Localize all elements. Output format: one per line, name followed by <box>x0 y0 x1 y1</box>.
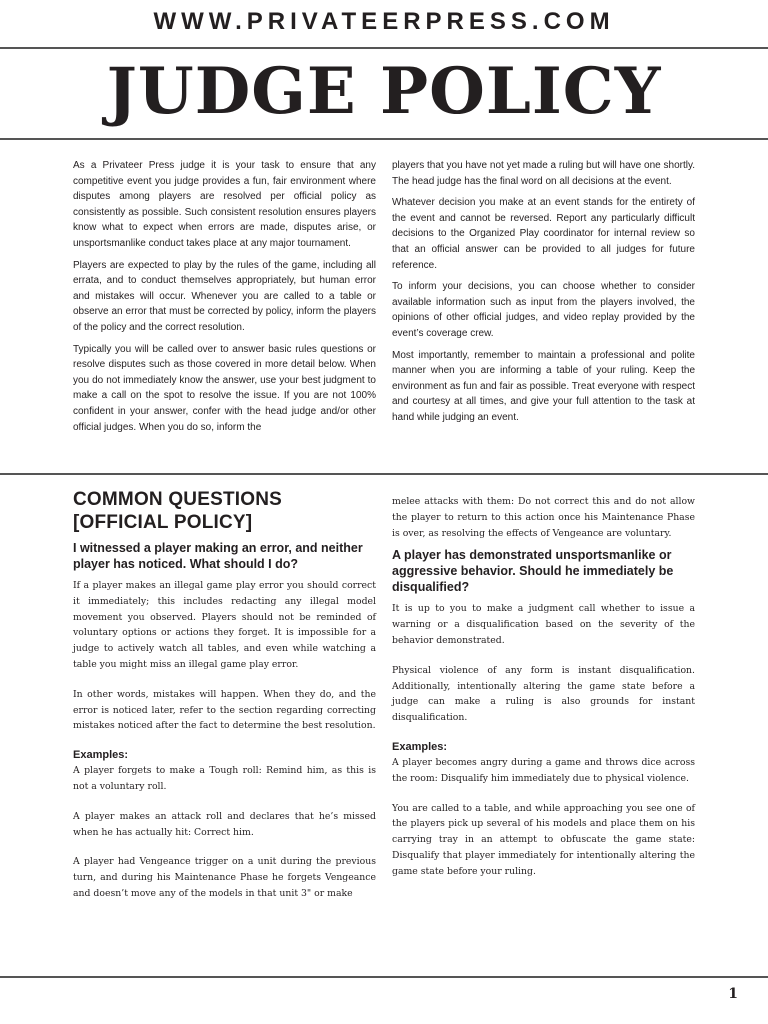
examples-label: Examples: <box>392 740 448 753</box>
intro-paragraph: To inform your decisions, you can choose whether to consider available information such as input from the players involved, the opinions of other official judges, and video replay provided by the event’s coverage crew. <box>392 281 695 339</box>
intro-paragraph: players that you have not yet made a ruling but will have one shortly. The head judge has the final word on all decisions at the event. <box>392 160 695 187</box>
answer-paragraph: It is up to you to make a judgment call whether to issue a warning or a disqualification based on the severity of the behavior demonstrated. <box>392 603 695 646</box>
answer-paragraph: If a player makes an illegal game play error you should correct it immediately; this includes redacting any illegal model movement you observed. Players should not be reminded of voluntary options or actions they forget. It is impossible for a judge to actively watch all tables, and even while watching a table you might miss an illegal game play error. <box>73 580 376 670</box>
examples-label: Examples: <box>73 749 129 762</box>
common-questions-left-column <box>73 488 376 916</box>
example-paragraph: A player had Vengeance trigger on a unit during the previous turn, and during his Maintenance Phase he forgets Vengeance and doesn’t move any of the models in that unit 3" or make <box>73 856 376 899</box>
example-paragraph: A player forgets to make a Tough roll: Remind him, as this is not a voluntary roll. <box>73 765 376 792</box>
example-paragraph: You are called to a table, and while approaching you see one of the players pick up several of his models and place them on his carrying tray in an attempt to obfuscate the game state: Disqualify that player immediately for intentionally altering the game state before your ruling. <box>392 802 695 877</box>
intro-paragraph: Whatever decision you make at an event stands for the entirety of the event and cannot be reversed. Report any particularly difficult decisions to the Organized Play coordinator for internal review so that an official answer can be provided to all judges for future reference. <box>392 197 695 271</box>
intro-right-column <box>392 158 695 432</box>
intro-paragraph: Players are expected to play by the rules of the game, including all errata, and to conduct themselves appropriately, but human error and mistakes will occur. Whenever you are called to a table or observe an error that must be corrected by policy, inform the players of the policy and the correct resolution. <box>73 259 376 333</box>
section-title-line: [OFFICIAL POLICY] <box>73 512 253 533</box>
page-title: JUDGE POLICY <box>106 54 662 129</box>
header-top-rule <box>0 47 768 49</box>
question-heading: I witnessed a player making an error, and neither player has noticed. What should I do? <box>73 541 363 571</box>
title-bottom-rule <box>0 138 768 140</box>
example-paragraph: A player becomes angry during a game and throws dice across the room: Disqualify him immediately due to physical violence. <box>392 756 695 784</box>
intro-left-column <box>73 158 376 441</box>
footer-rule <box>0 976 768 978</box>
question-heading: A player has demonstrated unsportsmanlike or aggressive behavior. Should he immediately be disqualified? <box>392 548 674 595</box>
section-title <box>73 488 376 534</box>
answer-paragraph: Physical violence of any form is instant disqualification. Additionally, intentionally altering the game state before a judge can make a ruling is also grounds for instant disqualification. <box>392 664 695 724</box>
section-title-line: COMMON QUESTIONS <box>73 489 283 510</box>
page-number: 1 <box>728 986 738 1002</box>
common-questions-right-column <box>392 494 695 894</box>
site-url: WWW.PRIVATEERPRESS.COM <box>153 8 615 35</box>
intro-paragraph: As a Privateer Press judge it is your task to ensure that any competitive event you judge provides a fun, fair environment where disputes among players are resolved per official policy as consistently as possible. Such consistent resolution ensures players know what to expect when errors are made, disputes arise, or unsportsmanlike conduct takes place at any major tournament. <box>73 160 376 249</box>
intro-paragraph: Typically you will be called over to answer basic rules questions or resolve disputes such as those covered in more detail below. When you do not immediately know the answer, use your best judgment to make a call on the spot to resolve the issue. If you are not 100% confident in your answer, confer with the head judge and/or other official judges. When you do so, inform the <box>73 343 376 433</box>
example-paragraph: A player makes an attack roll and declares that he’s missed when he has actually hit: Correct him. <box>73 810 376 838</box>
example-continuation: melee attacks with them: Do not correct this and do not allow the player to return to this action once his Maintenance Phase is over, as resolving the effects of Vengeance are voluntary. <box>392 496 695 539</box>
answer-paragraph: In other words, mistakes will happen. When they do, and the error is noticed later, refer to the section regarding correcting mistakes noticed after the fact to determine the best resolution. <box>73 688 376 732</box>
section-divider-rule <box>0 473 768 475</box>
intro-paragraph: Most importantly, remember to maintain a professional and polite manner when you are informing a table of your ruling. Keep the environment as fun and fair as possible. Treat everyone with respect and courtesy at all times, and give your full attention to the task at hand while judging an event. <box>392 349 695 423</box>
